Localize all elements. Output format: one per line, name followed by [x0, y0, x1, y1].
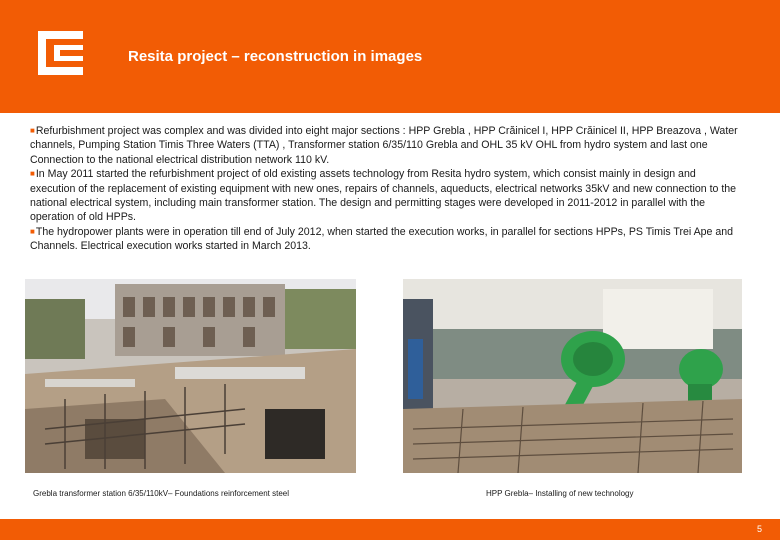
bullet-icon: ■	[30, 169, 35, 179]
paragraph: ■In May 2011 started the refurbishment project of old existing assets technology from Resita hydro system, which consist mainly in design and execution of the replacement of existing equipment with new ones, repairs of channels, aqueducts, electrical networks 35kV and new connection to the national electrical system, including main transformer station. The design and permitting stages were developed in 2011-2012 in parallel with the operation of old HPPs.	[30, 168, 737, 224]
transformer-station-photo	[25, 279, 356, 473]
bullet-icon: ■	[30, 226, 35, 236]
bullet-icon: ■	[30, 126, 35, 135]
paragraph: ■The hydropower plants were in operation till end of July 2012, when started the execution works, in parallel for sections HPPs, PS Timis Trei Ape and Channels. Electrical execution works started in March 2013.	[30, 225, 734, 253]
body-text	[30, 124, 742, 254]
hpp-grebla-photo	[403, 279, 742, 473]
right-photo-caption: HPP Grebla– Installing of new technology	[486, 489, 634, 498]
page-title: Resita project – reconstruction in images	[128, 48, 423, 65]
left-photo-caption: Grebla transformer station 6/35/110kV– Foundations reinforcement steel	[33, 489, 289, 498]
paragraph: ■Refurbishment project was complex and was divided into eight major sections : HPP Grebla , HPP Crăinicel I, HPP Crăinicel II, HPP Breazova , Water channels, Pumping Station Timis Three Waters (TTA) , Transformer station 6/35/110 Grebla and OHL 35 kV OHL from hydro system and last one Connection to the national electrical distribution network 110 kV.	[30, 125, 738, 166]
page-number: 5	[756, 524, 762, 534]
cez-logo-icon	[38, 31, 83, 75]
header-bar	[0, 0, 780, 113]
footer-bar	[0, 519, 780, 540]
